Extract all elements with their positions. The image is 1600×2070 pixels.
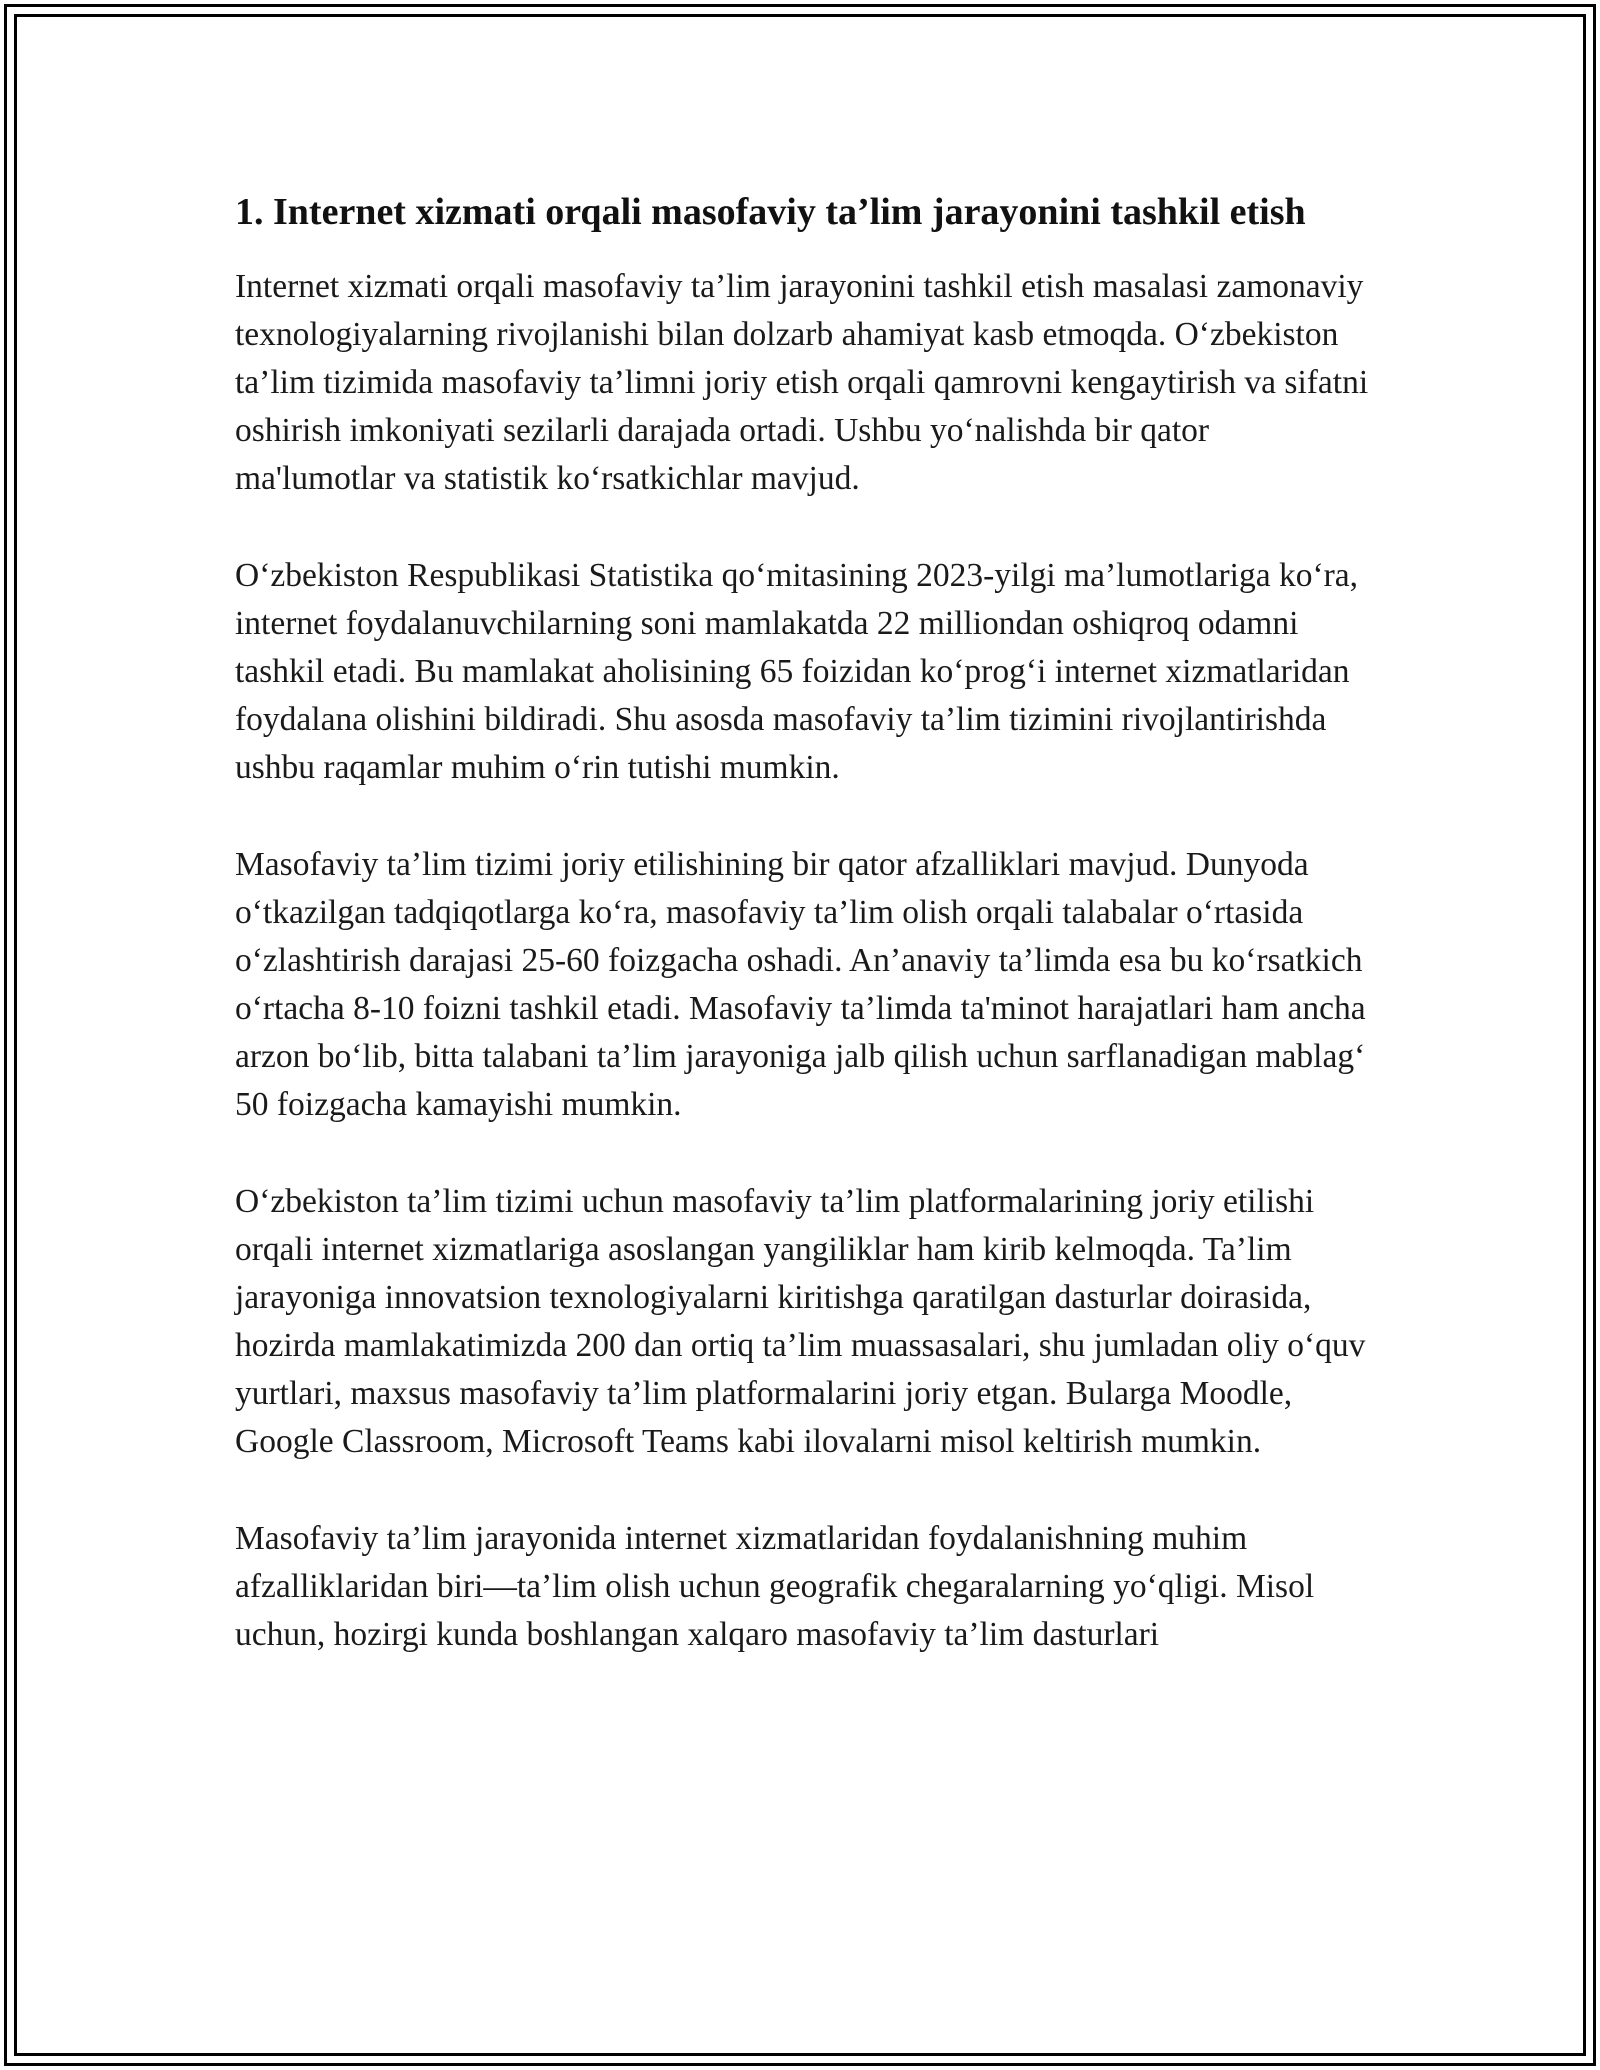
document-body (235, 185, 1375, 1708)
section-heading: 1. Internet xizmati orqali masofaviy ta’lim jarayonini tashkil etish (235, 191, 1306, 233)
paragraph-4: O‘zbekiston ta’lim tizimi uchun masofaviy ta’lim platformalarining joriy etilishi orqali internet xizmatlariga asoslangan yangiliklar ham kirib kelmoqda. Ta’lim jarayoniga innovatsion texnologiyalarni kiritishga qaratilgan dasturlar doirasida, hozirda mamlakatimizda 200 dan ortiq ta’lim muassasalari, shu jumladan oliy o‘quv yurtlari, maxsus masofaviy ta’lim platformalarini joriy etgan. Bularga Moodle, Google Classroom, Microsoft Teams kabi ilovalarni misol keltirish mumkin. (235, 1183, 1366, 1460)
paragraph-2: O‘zbekiston Respublikasi Statistika qo‘mitasining 2023-yilgi ma’lumotlariga ko‘ra, internet foydalanuvchilarning soni mamlakatda 22 milliondan oshiqroq odamni tashkil etadi. Bu mamlakat aholisining 65 foizidan ko‘prog‘i internet xizmatlaridan foydalana olishini bildiradi. Shu asosda masofaviy ta’lim tizimini rivojlantirishda ushbu raqamlar muhim o‘rin tutishi mumkin. (235, 557, 1359, 786)
paragraph-3: Masofaviy ta’lim tizimi joriy etilishining bir qator afzalliklari mavjud. Dunyoda o‘tkazilgan tadqiqotlarga ko‘ra, masofaviy ta’lim olish orqali talabalar o‘rtasida o‘zlashtirish darajasi 25-60 foizgacha oshadi. An’anaviy ta’limda esa bu ko‘rsatkich o‘rtacha 8-10 foizni tashkil etadi. Masofaviy ta’limda ta'minot harajatlari ham ancha arzon bo‘lib, bitta talabani ta’lim jarayoniga jalb qilish uchun sarflanadigan mablag‘ 50 foizgacha kamayishi mumkin. (235, 846, 1366, 1123)
paragraph-5: Masofaviy ta’lim jarayonida internet xizmatlaridan foydalanishning muhim afzalliklaridan biri—ta’lim olish uchun geografik chegaralarning yo‘qligi. Misol uchun, hozirgi kunda boshlangan xalqaro masofaviy ta’lim dasturlari (235, 1520, 1315, 1653)
paragraph-1: Internet xizmati orqali masofaviy ta’lim jarayonini tashkil etish masalasi zamonaviy texnologiyalarning rivojlanishi bilan dolzarb ahamiyat kasb etmoqda. O‘zbekiston ta’lim tizimida masofaviy ta’limni joriy etish orqali qamrovni kengaytirish va sifatni oshirish imkoniyati sezilarli darajada ortadi. Ushbu yo‘nalishda bir qator ma'lumotlar va statistik ko‘rsatkichlar mavjud. (235, 268, 1369, 497)
